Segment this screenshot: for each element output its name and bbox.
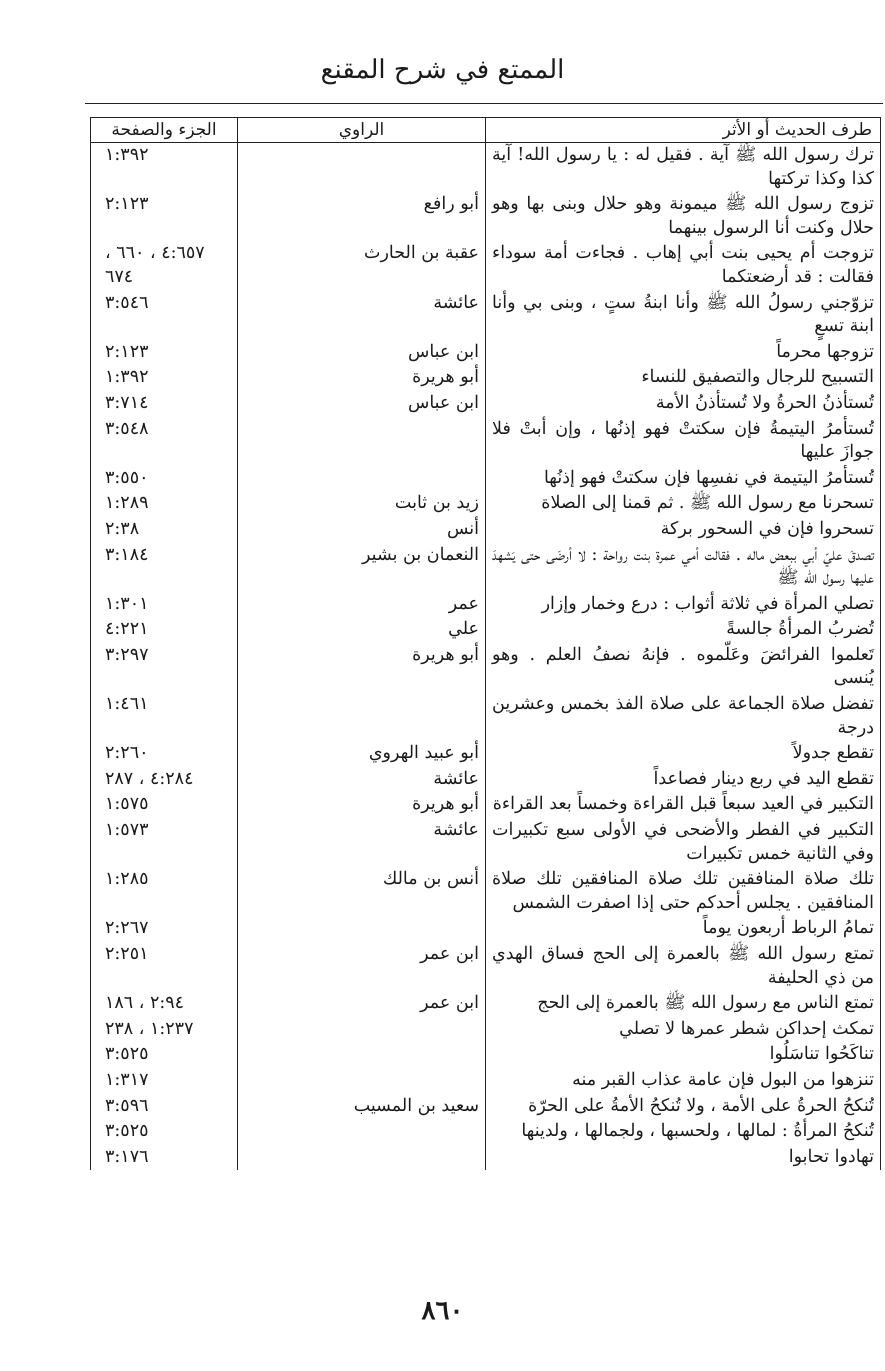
hadith-text-cell: تقطع جدولاً (486, 741, 881, 767)
table-row (91, 741, 881, 767)
narrator-cell: أبو رافع (238, 192, 486, 241)
volume-page-cell: ٣:٥٥٠ (91, 466, 238, 492)
hadith-text-cell: تناكَحُوا تناسَلُوا (486, 1042, 881, 1068)
narrator-cell (238, 1017, 486, 1043)
narrator-cell: عقبة بن الحارث (238, 241, 486, 290)
table-row (91, 291, 881, 340)
volume-page-cell: ٣:٥٩٦ (91, 1094, 238, 1120)
table-row (91, 192, 881, 241)
narrator-cell: أنس (238, 517, 486, 543)
narrator-cell (238, 1068, 486, 1094)
volume-page-cell: ١:٢٣٧ ، ٢٣٨ (91, 1017, 238, 1043)
narrator-cell: زيد بن ثابت (238, 491, 486, 517)
hadith-text-cell: تقطع اليد في ربع دينار فصاعداً (486, 767, 881, 793)
table-body (91, 143, 881, 1171)
narrator-cell: أبو هريرة (238, 792, 486, 818)
hadith-text-cell: تزوجها محرماً (486, 340, 881, 366)
volume-page-cell: ٣:٥٢٥ (91, 1042, 238, 1068)
hadith-text-cell: تُنكحُ المرأةُ : لمالها ، ولحسبها ، ولجمالها ، ولدينها (486, 1119, 881, 1145)
page-header-title: الممتع في شرح المقنع (320, 55, 565, 85)
hadith-text-cell: تزوج رسول الله ﷺ ميمونة وهو حلال وبنى بها وهو حلال وكنت أنا الرسول بينهما (486, 192, 881, 241)
volume-page-cell: ٣:٥٤٨ (91, 417, 238, 466)
volume-page-cell: ٣:٥٢٥ (91, 1119, 238, 1145)
hadith-text-cell: ترك رسول الله ﷺ آية . فقيل له : يا رسول الله! آية كذا وكذا تركتها (486, 143, 881, 193)
volume-page-cell: ٢:١٢٣ (91, 192, 238, 241)
narrator-cell: النعمان بن بشير (238, 543, 486, 592)
volume-page-cell: ٢:٢٦٧ (91, 916, 238, 942)
table-row (91, 517, 881, 543)
table-row (91, 1042, 881, 1068)
hadith-text-cell: تُنكحُ الحرةُ على الأمة ، ولا تُنكحُ الأمةُ على الحرّة (486, 1094, 881, 1120)
table-row (91, 1017, 881, 1043)
narrator-cell (238, 143, 486, 193)
narrator-cell: عائشة (238, 818, 486, 867)
volume-page-cell: ٢:٣٨ (91, 517, 238, 543)
narrator-cell (238, 916, 486, 942)
narrator-cell: أبو عبيد الهروي (238, 741, 486, 767)
narrator-cell (238, 1119, 486, 1145)
table-row (91, 991, 881, 1017)
table-row (91, 818, 881, 867)
table-row (91, 1094, 881, 1120)
column-header-narrator: الراوي (238, 118, 486, 143)
table-row (91, 417, 881, 466)
volume-page-cell: ٢:١٢٣ (91, 340, 238, 366)
narrator-cell: أبو هريرة (238, 365, 486, 391)
hadith-text-cell: تزوّجني رسولُ الله ﷺ وأنا ابنةُ ستٍ ، وبنى بي وأنا ابنة تسعٍ (486, 291, 881, 340)
table-row (91, 916, 881, 942)
narrator-cell: أبو هريرة (238, 643, 486, 692)
table-row (91, 767, 881, 793)
header-rule (85, 103, 883, 104)
volume-page-cell: ٣:٥٤٦ (91, 291, 238, 340)
table-row (91, 592, 881, 618)
narrator-cell: ابن عمر (238, 991, 486, 1017)
hadith-text-cell: تنزهوا من البول فإن عامة عذاب القبر منه (486, 1068, 881, 1094)
hadith-text-cell: تمامُ الرباط أربعون يوماً (486, 916, 881, 942)
table-row (91, 491, 881, 517)
volume-page-cell: ١:٥٧٥ (91, 792, 238, 818)
table-row (91, 867, 881, 916)
table-row (91, 942, 881, 991)
table-row (91, 241, 881, 290)
hadith-text-cell: التكبير في الفطر والأضحى في الأولى سبع تكبيرات وفي الثانية خمس تكبيرات (486, 818, 881, 867)
hadith-text-cell: تهادوا تحابوا (486, 1145, 881, 1171)
volume-page-cell: ٣:٧١٤ (91, 391, 238, 417)
volume-page-cell: ١:٥٧٣ (91, 818, 238, 867)
volume-page-cell: ٣:١٨٤ (91, 543, 238, 592)
hadith-text-cell: تُضربُ المرأةُ جالسةً (486, 617, 881, 643)
table-row (91, 543, 881, 592)
page-number: ٨٦٠ (421, 1296, 464, 1326)
hadith-text-cell: تفضل صلاة الجماعة على صلاة الفذ بخمس وعشرين درجة (486, 692, 881, 741)
narrator-cell: عائشة (238, 767, 486, 793)
hadith-text-cell: تُستأمرُ اليتيمةُ فإن سكتتْ فهو إذنُها ، وإن أبتْ فلا جوازَ عليها (486, 417, 881, 466)
narrator-cell (238, 692, 486, 741)
volume-page-cell: ٤:٢٨٤ ، ٢٨٧ (91, 767, 238, 793)
table-row (91, 1068, 881, 1094)
narrator-cell: علي (238, 617, 486, 643)
volume-page-cell: ٢:٩٤ ، ١٨٦ (91, 991, 238, 1017)
column-header-hadith: طرف الحديث أو الأثر (486, 118, 881, 143)
hadith-text-cell: تزوجت أم يحيى بنت أبي إهاب . فجاءت أمة سوداء فقالت : قد أرضعتكما (486, 241, 881, 290)
table-row (91, 617, 881, 643)
hadith-text-cell: التكبير في العيد سبعاً قبل القراءة وخمساً بعد القراءة (486, 792, 881, 818)
hadith-text-cell: تُستأمرُ اليتيمة في نفسِها فإن سكتتْ فهو إذنُها (486, 466, 881, 492)
narrator-cell (238, 1042, 486, 1068)
volume-page-cell: ١:٣٩٢ (91, 143, 238, 193)
hadith-text-cell: تمتع الناس مع رسول الله ﷺ بالعمرة إلى الحج (486, 991, 881, 1017)
table-row (91, 643, 881, 692)
table-row (91, 340, 881, 366)
table-row (91, 792, 881, 818)
table-row (91, 692, 881, 741)
table-row (91, 365, 881, 391)
column-header-volume-page: الجزء والصفحة (91, 118, 238, 143)
volume-page-cell: ١:٣١٧ (91, 1068, 238, 1094)
hadith-index-table (90, 117, 881, 1170)
table-row (91, 391, 881, 417)
table-header-row (91, 118, 881, 143)
hadith-text-cell: تمكث إحداكن شطر عمرها لا تصلي (486, 1017, 881, 1043)
narrator-cell (238, 466, 486, 492)
volume-page-cell: ٣:٢٩٧ (91, 643, 238, 692)
volume-page-cell: ١:٢٨٩ (91, 491, 238, 517)
hadith-text-cell: تَعلموا الفرائضَ وعَلّموه . فإنهُ نصفُ العلم . وهو يُنسى (486, 643, 881, 692)
table-row (91, 143, 881, 193)
narrator-cell: ابن عباس (238, 391, 486, 417)
narrator-cell (238, 417, 486, 466)
narrator-cell: ابن عمر (238, 942, 486, 991)
hadith-text-cell: تمتع رسول الله ﷺ بالعمرة إلى الحج فساق الهدي من ذي الحليفة (486, 942, 881, 991)
hadith-text-cell: التسبيح للرجال والتصفيق للنساء (486, 365, 881, 391)
volume-page-cell: ١:٣٠١ (91, 592, 238, 618)
volume-page-cell: ١:٢٨٥ (91, 867, 238, 916)
hadith-text-cell: تسحرنا مع رسول الله ﷺ . ثم قمنا إلى الصلاة (486, 491, 881, 517)
narrator-cell: سعيد بن المسيب (238, 1094, 486, 1120)
volume-page-cell: ٢:٢٦٠ (91, 741, 238, 767)
narrator-cell: عائشة (238, 291, 486, 340)
volume-page-cell: ٢:٢٥١ (91, 942, 238, 991)
table-row (91, 1119, 881, 1145)
table-row (91, 1145, 881, 1171)
hadith-text-cell: تلك صلاة المنافقين تلك صلاة المنافقين تلك صلاة المنافقين . يجلس أحدكم حتى إذا اصفرت الشمس (486, 867, 881, 916)
volume-page-cell: ٤:٦٥٧ ، ٦٦٠ ، ٦٧٤ (91, 241, 238, 290)
table-row (91, 466, 881, 492)
volume-page-cell: ٤:٢٢١ (91, 617, 238, 643)
narrator-cell: ابن عباس (238, 340, 486, 366)
hadith-text-cell: تُستأذنُ الحرةُ ولا تُستأذنُ الأمة (486, 391, 881, 417)
hadith-text-cell: تصلي المرأة في ثلاثة أثواب : درع وخمار وإزار (486, 592, 881, 618)
volume-page-cell: ١:٣٩٢ (91, 365, 238, 391)
hadith-text-cell: تسحروا فإن في السحور بركة (486, 517, 881, 543)
hadith-text-cell: تصدقَ عليّ أبي ببعض ماله . فقالت أمي عمرة بنت رواحة : لا أرضَى حتى يَشهدَ عليها رسول الله ﷺ (486, 543, 881, 592)
narrator-cell (238, 1145, 486, 1171)
volume-page-cell: ٣:١٧٦ (91, 1145, 238, 1171)
narrator-cell: عمر (238, 592, 486, 618)
narrator-cell: أنس بن مالك (238, 867, 486, 916)
volume-page-cell: ١:٤٦١ (91, 692, 238, 741)
